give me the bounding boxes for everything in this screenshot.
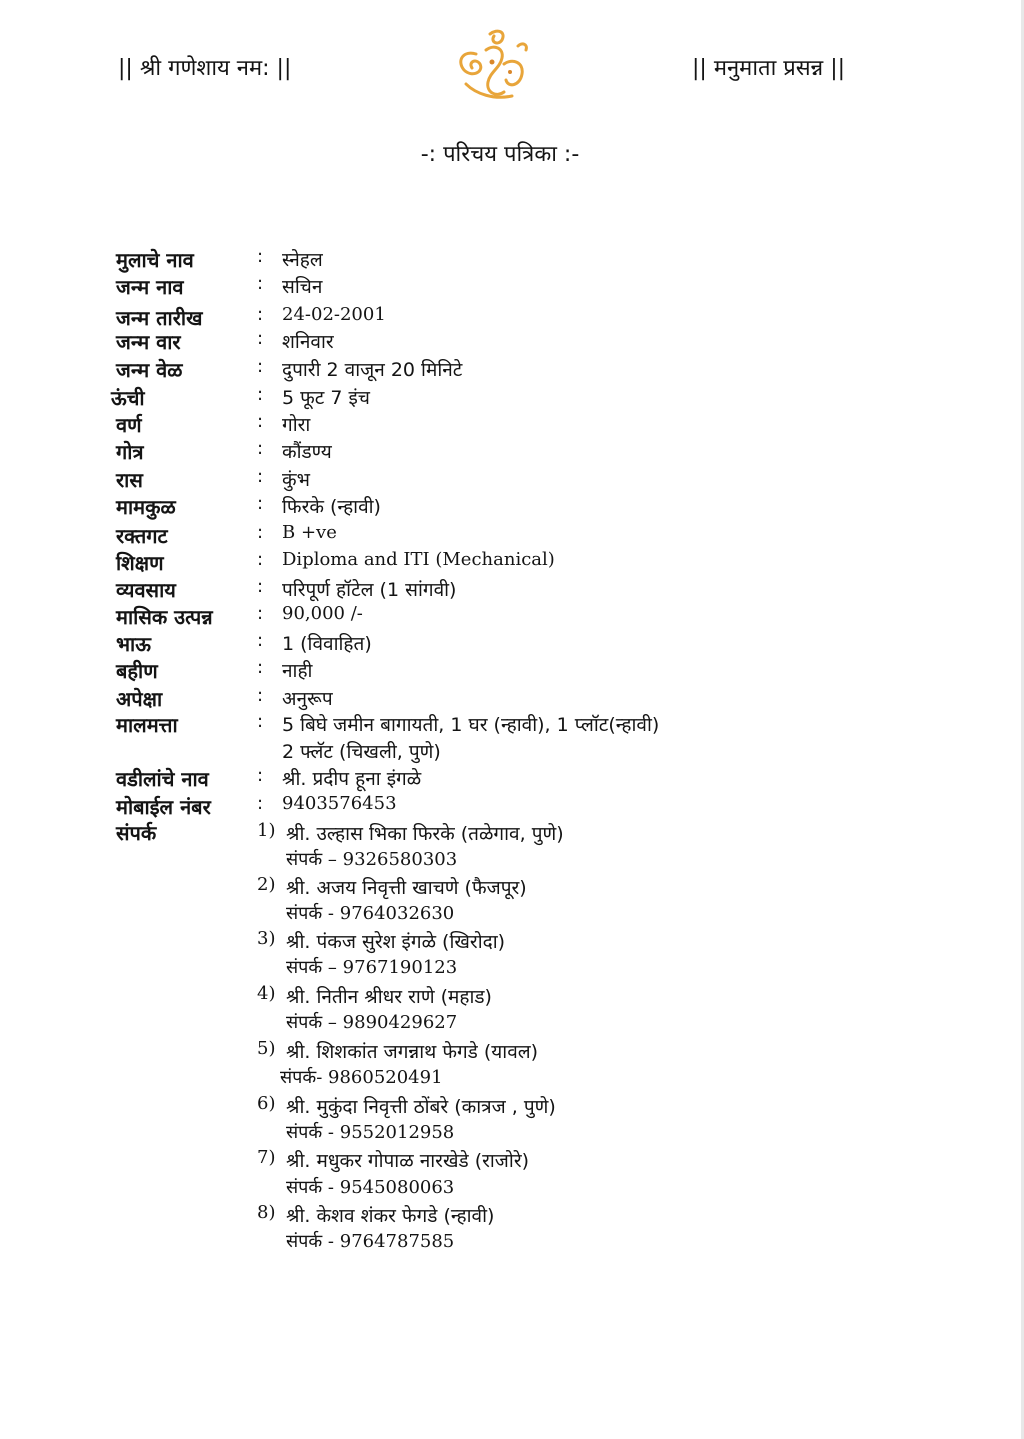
field-label: अपेक्षा (116, 687, 163, 711)
field-label: जन्म नाव (116, 275, 184, 299)
contact-index: 5) (257, 1038, 276, 1059)
field-label: मुलाचे नाव (116, 248, 194, 272)
field-value: 1 (विवाहित) (282, 633, 372, 655)
field-value: 90,000 /- (282, 603, 363, 624)
field-colon: : (257, 304, 264, 325)
field-colon: : (257, 576, 264, 597)
contact-phone: संपर्क – 9326580303 (286, 849, 458, 870)
contact-name: श्री. मुकुंदा निवृत्ती ठोंबरे (कात्रज , पुणे) (286, 1096, 556, 1118)
contact-phone: संपर्क - 9764787585 (286, 1231, 455, 1252)
contact-name: श्री. शिशकांत जगन्नाथ फेगडे (यावल) (286, 1041, 539, 1063)
field-colon: : (257, 466, 264, 487)
field-label: वर्ण (116, 413, 142, 437)
field-value: अनुरूप (282, 688, 333, 710)
field-label: मासिक उत्पन्न (116, 605, 213, 629)
field-value: श्री. प्रदीप हूना इंगळे (282, 768, 422, 790)
field-value: फिरके (न्हावी) (282, 496, 381, 518)
field-colon: : (257, 603, 264, 624)
field-label: मोबाईल नंबर (116, 795, 211, 819)
contact-name: श्री. केशव शंकर फेगडे (न्हावी) (286, 1205, 495, 1227)
field-label: गोत्र (116, 440, 144, 464)
field-value: दुपारी 2 वाजून 20 मिनिटे (282, 359, 463, 381)
field-value: परिपूर्ण हॉटेल (1 सांगवी) (282, 579, 457, 601)
contact-name: श्री. उल्हास भिका फिरके (तळेगाव, पुणे) (286, 823, 564, 845)
field-colon: : (257, 522, 264, 543)
field-label: रक्तगट (116, 524, 168, 548)
field-label: ऊंची (111, 386, 145, 410)
field-colon: : (257, 765, 264, 786)
field-value: Diploma and ITI (Mechanical) (282, 549, 555, 570)
contact-index: 3) (257, 928, 276, 949)
contact-index: 8) (257, 1202, 276, 1223)
field-colon: : (257, 246, 264, 267)
header-right-blessing: || मनुमाता प्रसन्न || (692, 56, 846, 81)
contact-index: 6) (257, 1093, 276, 1114)
contact-index: 7) (257, 1147, 276, 1168)
ganesha-om-logo-icon (446, 24, 536, 106)
contact-phone: संपर्क - 9552012958 (286, 1122, 455, 1143)
field-label: भाऊ (116, 632, 151, 656)
contact-index: 1) (257, 820, 276, 841)
header-left-blessing: || श्री गणेशाय नम: || (118, 56, 292, 81)
field-colon: : (257, 328, 264, 349)
field-value: सचिन (282, 276, 323, 298)
field-label: बहीण (116, 659, 158, 683)
field-value: कुंभ (282, 469, 310, 491)
field-label: जन्म तारीख (116, 306, 203, 330)
field-colon: : (257, 630, 264, 651)
field-colon: : (257, 793, 264, 814)
field-value: 5 फूट 7 इंच (282, 387, 370, 409)
field-colon: : (257, 438, 264, 459)
contact-phone: संपर्क - 9545080063 (286, 1177, 455, 1198)
field-colon: : (257, 493, 264, 514)
field-value: 24-02-2001 (282, 304, 386, 325)
field-colon: : (257, 657, 264, 678)
contact-index: 4) (257, 983, 276, 1004)
contacts-label: संपर्क (116, 821, 157, 845)
contact-phone: संपर्क – 9767190123 (286, 957, 458, 978)
field-colon: : (257, 411, 264, 432)
field-value: शनिवार (282, 331, 334, 353)
contact-phone: संपर्क - 9764032630 (286, 903, 455, 924)
contact-name: श्री. पंकज सुरेश इंगळे (खिरोदा) (286, 931, 506, 953)
field-value-line2: 2 फ्लॅट (चिखली, पुणे) (282, 741, 441, 763)
contact-name: श्री. अजय निवृत्ती खाचणे (फैजपूर) (286, 877, 527, 899)
field-value: 9403576453 (282, 793, 397, 814)
field-colon: : (257, 273, 264, 294)
field-label: जन्म वेळ (116, 358, 183, 382)
field-value: गोरा (282, 414, 311, 436)
field-colon: : (257, 549, 264, 570)
field-value: 5 बिघे जमीन बागायती, 1 घर (न्हावी), 1 प्लॉट(न्हावी) (282, 714, 660, 736)
field-colon: : (257, 685, 264, 706)
contact-name: श्री. मधुकर गोपाळ नारखेडे (राजोरे) (286, 1150, 530, 1172)
field-colon: : (257, 356, 264, 377)
field-colon: : (257, 711, 264, 732)
field-label: रास (116, 468, 143, 492)
field-label: शिक्षण (116, 551, 164, 575)
field-value: B +ve (282, 522, 337, 543)
contact-index: 2) (257, 874, 276, 895)
field-value: नाही (282, 660, 313, 682)
field-label: जन्म वार (116, 330, 181, 354)
contact-phone: संपर्क – 9890429627 (286, 1012, 458, 1033)
page-title: -: परिचय पत्रिका :- (420, 142, 580, 167)
field-value: कौंडण्य (282, 441, 332, 463)
contact-name: श्री. नितीन श्रीधर राणे (महाड) (286, 986, 492, 1008)
field-colon: : (257, 384, 264, 405)
field-label: वडीलांचे नाव (116, 767, 209, 791)
contact-phone: संपर्क- 9860520491 (280, 1067, 443, 1088)
field-label: व्यवसाय (116, 578, 176, 602)
field-label: मालमत्ता (116, 713, 178, 737)
field-value: स्नेहल (282, 249, 323, 271)
field-label: मामकुळ (116, 495, 176, 519)
